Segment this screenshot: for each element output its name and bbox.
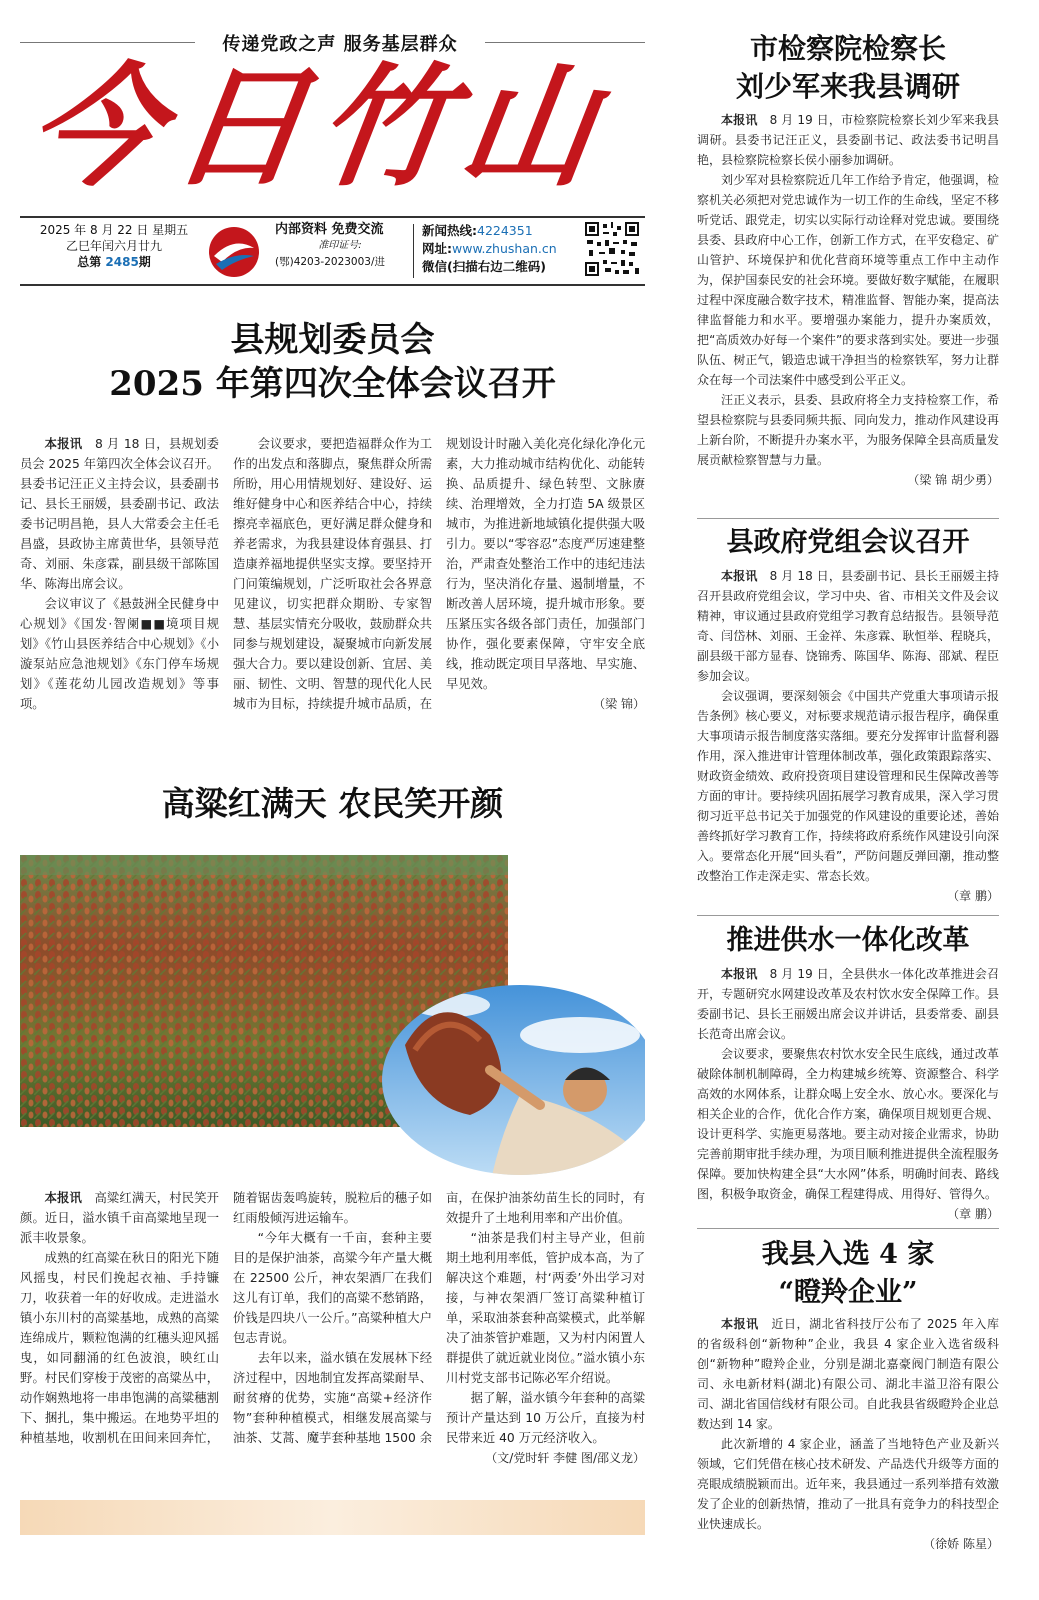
website[interactable]: 网址:www.zhushan.cn	[422, 241, 557, 256]
article1-headline: 县规划委员会 2025 年第四次全体会议召开	[109, 320, 556, 404]
hotline: 新闻热线:4224351	[422, 223, 533, 238]
right-column-divider	[697, 1228, 999, 1229]
article5-body: 本报讯 8 月 19 日，全县供水一体化改革推进会召开，专题研究水网建设改革及农村饮水安全保障工作。县委副书记、县长王丽媛出席会议并讲话，县委常委、副县长范奇出席会议。 会议要求，要聚焦农村饮水安全民生底线，通过改革破除体制机制障碍，全力构建城乡统筹、资源整合、科学高效的水网体系，让群众喝上安全水、放心水。要深化与相关企业的合作，优化合作方案，确保项目规划更合规、设计更科学、实施更易落地。要主动对接企业需求，协助完善前期审批手续办理，为项目顺利推进提供全流程服务保障。要加快构建全县“大水网”体系，明确时间表、路线图，积极争取资金，确保工程建得成、用得好、管得久。 （章 鹏）	[697, 967, 999, 1221]
article2-headline: 高粱红满天 农民笑开颜	[161, 784, 504, 823]
article2-body: 本报讯 高粱红满天，村民笑开颜。近日，溢水镇千亩高粱地呈现一派丰收景象。 成熟的红高粱在秋日的阳光下随风摇曳，村民们挽起衣袖、手持镰刀，收获着一年的好收成。走进溢水镇小东川村的高粱基地，成熟的高粱连绵成片，颗粒饱满的红穗头迎风摇曳，如同翻涌的红色波浪，映红山野。村民们穿梭于茂密的高粱丛中，动作娴熟地将一串串饱满的高粱穗割下、捆扎，集中搬运。在地势平坦的种植基地，收割机在田间来回奔忙，随着锯齿轰鸣旋转，脱粒后的穗子如红雨般倾泻进运输车。 “今年大概有一千亩，套种主要目的是保护油茶，高粱今年产量大概在 22500 公斤，神农架酒厂在我们这儿有订单，我们的高粱不愁销路，价钱是四块八一公斤。”高粱种植大户包志青说。 去年以来，溢水镇在发展林下经济过程中，因地制宜发挥高粱耐旱、耐贫瘠的优势，实施“高粱+经济作物”套种种植模式，相继发展高粱与油茶、艾蒿、魔芋套种基地 1500 余亩，在保护油茶幼苗生长的同时，有效提升了土地利用率和产出价值。 “油茶是我们村主导产业，但前期土地利用率低，管护成本高，为了解决这个难题，村‘两委’外出学习对接，与神农架酒厂签订高粱种植订单，采取油茶套种高粱模式，此举解决了油茶管护难题，又为村内闲置人群提供了就近就业岗位。”溢水镇小东川村党支部书记陈必军介绍说。 据了解，溢水镇今年套种的高粱预计产量达到 10 万公斤，直接为村民带来近 40 万元经济收入。 （文/党时轩 李健 图/邵义龙）	[20, 1191, 645, 1465]
permit-number: (鄂)4203-2023003/进	[275, 256, 386, 268]
article6-body: 本报讯 近日，湖北省科技厅公布了 2025 年入库的省级科创“新物种”企业，我县 4 家企业入选省级科创“新物种”瞪羚企业，分别是湖北嘉豪阀门制造有限公司、永电新材料(湖北)有限公司、湖北丰溢卫浴有限公司、湖北省国信线材有限公司。自此我县省级瞪羚企业总数达到 14 家。 此次新增的 4 家企业，涵盖了当地特色产业及新兴领域，它们凭借在核心技术研发、产品迭代升级等方面的亮眼成绩脱颖而出。近年来，我县通过一系列举措有效激发了企业的创新热情，推动了一批具有竞争力的科技型企业快速成长。 （徐娇 陈星）	[697, 1317, 999, 1551]
masthead-title: 今日竹山	[19, 50, 617, 205]
zhushan-logo-icon	[208, 226, 260, 278]
article4-body: 本报讯 8 月 18 日，县委副书记、县长王丽媛主持召开县政府党组会议，学习中央、省、市相关文件及会议精神，审议通过县政府党组学习教育总结报告。县领导范奇、闫岱林、刘丽、王金祥、朱彦霖、耿恒举、程晓兵，副县级干部方显春、饶锦秀、陈国华、陈海、邵斌、程臣参加会议。 会议强调，要深刻领会《中国共产党重大事项请示报告条例》核心要义，对标要求规范请示报告程序，确保重大事项请示报告制度落实落细。要充分发挥审计监督利器作用，深入推进审计管理体制改革，强化政策跟踪落实、财政资金绩效、政府投资项目建设管理和民生保障改善等方面的审计。要持续巩固拓展学习教育成果，深入学习贯彻习近平总书记关于加强党的作风建设的重要论述，善始善终抓好学习教育工作，持续将政府系统作风建设引向深入。要常态化开展“回头看”，严防问题反弹回潮，推动整改整治工作走深走实、常态长效。 （章 鹏）	[697, 569, 999, 903]
internal-note: 内部资料 免费交流	[275, 222, 384, 237]
permit-label: 准印证号:	[318, 240, 362, 251]
article4-headline: 县政府党组会议召开	[726, 527, 970, 558]
wechat-note: 微信(扫描右边二维码)	[422, 259, 546, 274]
masthead-slogan: 传递党政之声 服务基层群众	[222, 34, 458, 55]
lunar-date: 乙巳年闰六月廿九	[65, 239, 162, 253]
masthead-info-bar	[20, 216, 645, 286]
info-separator	[413, 224, 414, 278]
right-column-divider	[697, 518, 999, 519]
issue-date: 2025 年 8 月 22 日 星期五	[39, 223, 189, 237]
article3-body: 本报讯 8 月 19 日，市检察院检察长刘少军来我县调研。县委书记汪正义，县委副书记、政法委书记明昌艳，县检察院检察长侯小丽参加调研。 刘少军对县检察院近几年工作给予肯定，他强调，检察机关必须把对党忠诚作为一切工作的生命线，坚定不移听党话、跟党走，切实以实际行动诠释对党忠诚。要围绕县委、县政府中心工作，创新工作方式，在平安稳定、矿山管护、环境保护和优化营商环境等重点工作中主动作为，保护国泰民安的社会环境。要做好数字赋能，在履职过程中深度融合数字技术，精准监督、智能办案，提高法律监督能力和水平。要增强办案能力，提升办案质效，把“高质效办好每一个案件”的要求落到实处。要进一步强队伍、树正气，锻造忠诚干净担当的检察铁军，努力让群众在每一个司法案件中感受到公平正义。 汪正义表示，县委、县政府将全力支持检察工作，希望县检察院与县委同频共振、同向发力，推动作风建设再上新台阶，不断提升办案水平，为服务保障全县高质量发展贡献检察智慧与力量。 （梁 锦 胡少勇）	[697, 113, 999, 487]
decorative-footer-band	[20, 1500, 645, 1535]
article6-headline: 我县入选 4 家 “瞪羚企业”	[761, 1239, 935, 1308]
article5-headline: 推进供水一体化改革	[726, 925, 970, 956]
article3-headline: 市检察院检察长 刘少军来我县调研	[735, 32, 960, 103]
issue-number: 总第 2485期	[77, 255, 151, 269]
right-column-divider	[697, 915, 999, 916]
slogan-rule-left	[20, 42, 195, 43]
sorghum-field-photo	[20, 855, 645, 1175]
qr-code-icon[interactable]	[583, 220, 641, 278]
article1-body: 本报讯 8 月 18 日，县规划委员会 2025 年第四次全体会议召开。县委书记汪正义主持会议，县委副书记、县长王丽媛，县委副书记、政法委书记明昌艳，县人大常委会主任毛昌盛，县政协主席黄世华，县领导范奇、刘丽、朱彦霖，副县级干部陈国华、陈海出席会议。 会议审议了《悬鼓洲全民健身中心规划》《国发·智阑■■境项目规划》《竹山县医养结合中心规划》《小漩泵站应急池规划》《东门停车场规划》《莲花幼儿园改造规划》等事项。 会议要求，要把造福群众作为工作的出发点和落脚点，聚焦群众所需所盼，用心用情规划好、建设好、运维好健身中心和医养结合中心，持续擦亮幸福底色，更好满足群众健身和养老需求，为我县建设体育强县、打造康养福地提供坚实支撑。要坚持开门问策编规划，广泛听取社会各界意见建议，切实把群众期盼、专家智慧、基层实情充分吸收，鼓励群众共同参与规划建设，凝聚城市向新发展强大合力。要以建设创新、宜居、美丽、韧性、文明、智慧的现代化人民城市为目标，持续提升城市品质，在规划设计时融入美化亮化绿化净化元素，大力推动城市结构优化、动能转换、品质提升、绿色转型、文脉赓续、治理增效，全力打造 5A 级景区城市，为推进新地域镇化提供强大吸引力。要以“零容忍”态度严厉速建整治，严肃查处整治工作中的违纪违法行为，坚决消化存量、遏制增量，不断改善人居环境，提升城市形象。要压紧压实各级各部门责任，加强部门协作，强化要素保障，守牢安全底线，推动既定项目早落地、早实施、早见效。 （梁 锦）	[20, 437, 645, 711]
slogan-rule-right	[485, 42, 645, 43]
